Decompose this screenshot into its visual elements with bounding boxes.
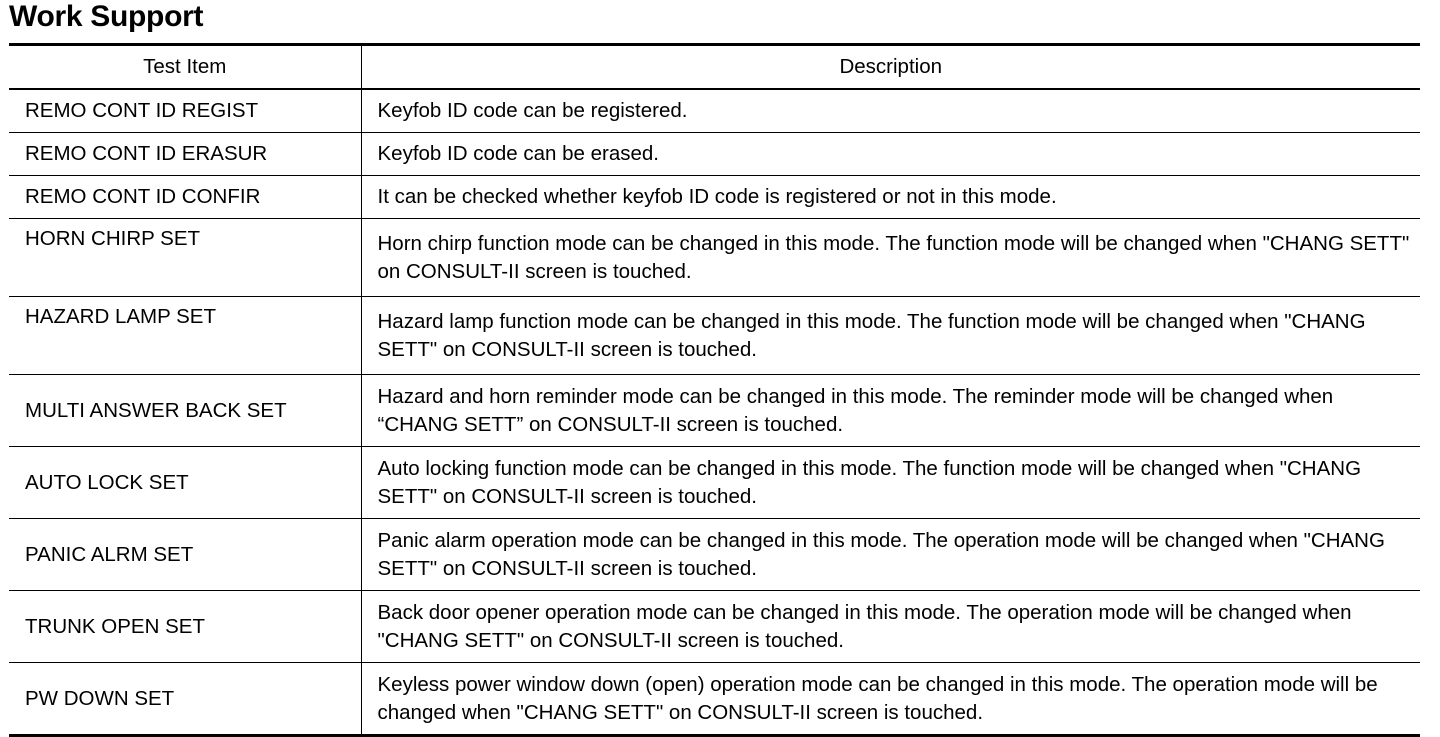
table-row [9,176,1420,219]
table-row [9,133,1420,176]
table-row [9,663,1420,736]
description-cell: Keyless power window down (open) operation mode can be changed in this mode. The operation mode will be changed when "CHANG SETT" on CONSULT-II screen is touched. [377,672,1378,724]
test-item-cell: TRUNK OPEN SET [9,591,361,663]
test-item-cell: REMO CONT ID CONFIR [9,176,361,219]
description-cell: Hazard lamp function mode can be changed in this mode. The function mode will be changed when "CHANG SETT" on CONSULT-II screen is touched. [361,297,1420,375]
table-row [9,375,1420,447]
test-item-cell: HORN CHIRP SET [9,219,361,297]
test-item-cell: HAZARD LAMP SET [9,297,361,375]
column-header-description: Description [361,45,1420,90]
table-row [9,297,1420,375]
table-row [9,89,1420,133]
page-title: Work Support [9,0,204,33]
description-cell: Panic alarm operation mode can be changed in this mode. The operation mode will be changed when "CHANG SETT" on CONSULT-II screen is touched. [361,519,1420,591]
table-header-row [9,45,1420,90]
test-item-cell: PANIC ALRM SET [9,519,361,591]
description-cell: Auto locking function mode can be changed in this mode. The function mode will be changed when "CHANG SETT" on CONSULT-II screen is touched. [361,447,1420,519]
description-cell: Back door opener operation mode can be changed in this mode. The operation mode will be changed when "CHANG SETT" on CONSULT-II screen is touched. [361,591,1420,663]
table-row [9,591,1420,663]
test-item-cell: REMO CONT ID ERASUR [9,133,361,176]
table-row [9,219,1420,297]
test-item-cell: MULTI ANSWER BACK SET [9,375,361,447]
description-cell: It can be checked whether keyfob ID code is registered or not in this mode. [361,176,1420,219]
description-cell: Horn chirp function mode can be changed in this mode. The function mode will be changed when "CHANG SETT" on CONSULT-II screen is touched. [361,219,1420,297]
column-header-test-item: Test Item [9,45,361,90]
test-item-cell: REMO CONT ID REGIST [9,89,361,133]
description-cell: Keyfob ID code can be registered. [361,89,1420,133]
description-cell: Hazard and horn reminder mode can be changed in this mode. The reminder mode will be changed when “CHANG SETT” on CONSULT-II screen is touched. [361,375,1420,447]
table-row [9,447,1420,519]
work-support-table [9,43,1420,737]
test-item-cell: PW DOWN SET [9,663,361,736]
description-cell: Keyfob ID code can be erased. [361,133,1420,176]
table-row [9,519,1420,591]
test-item-cell: AUTO LOCK SET [9,447,361,519]
